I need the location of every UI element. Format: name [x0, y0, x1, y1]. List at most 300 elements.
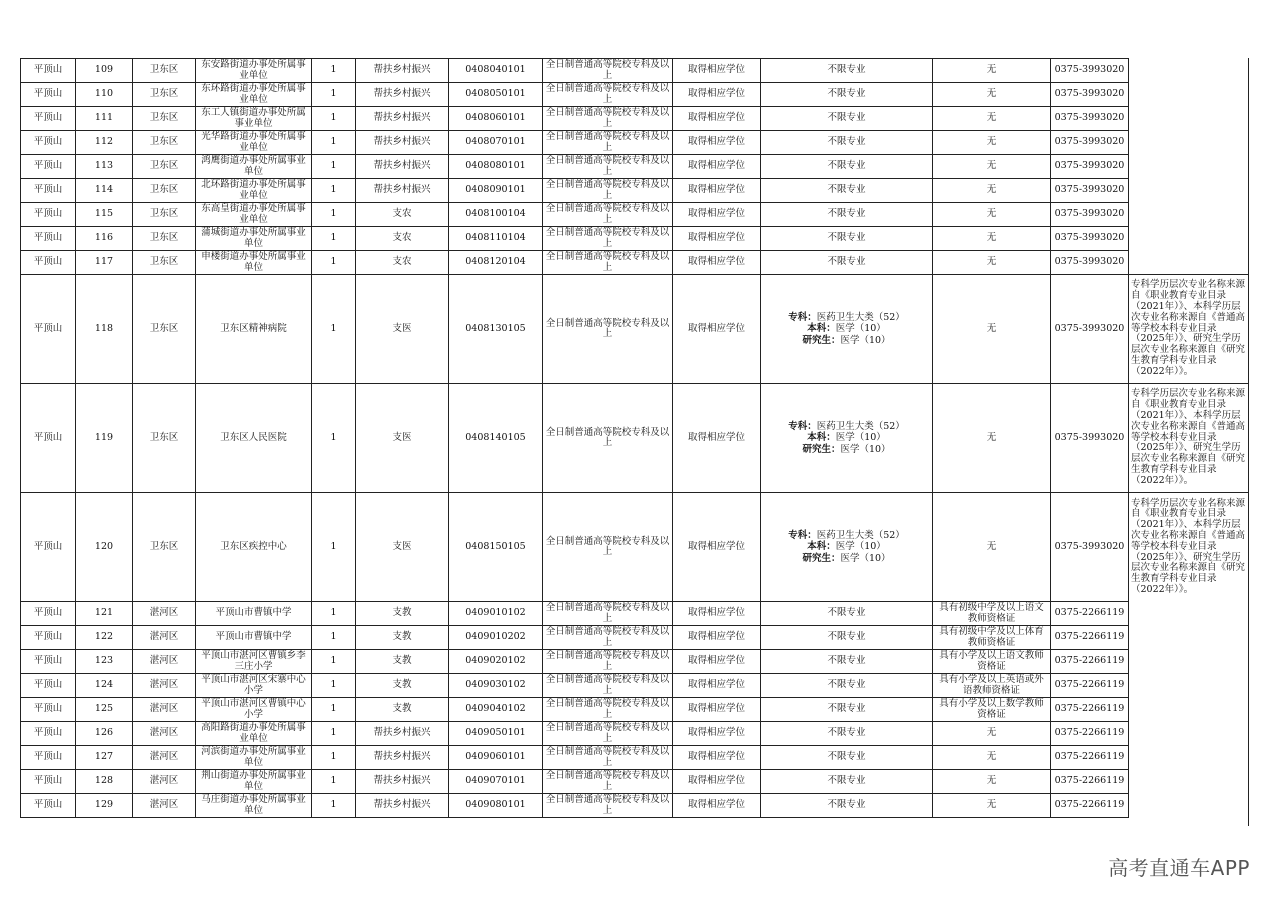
cell-edu: 全日制普通高等院校专科及以上 [543, 674, 673, 698]
cell-no: 119 [76, 384, 133, 493]
table-row [21, 722, 1248, 746]
cell-edu: 全日制普通高等院校专科及以上 [543, 83, 673, 107]
cell-edu: 全日制普通高等院校专科及以上 [543, 698, 673, 722]
cell-note [1129, 746, 1248, 770]
cell-other: 无 [933, 384, 1051, 493]
cell-count: 1 [312, 746, 356, 770]
cell-phone: 0375-3993020 [1051, 203, 1129, 227]
cell-phone: 0375-2266119 [1051, 650, 1129, 674]
cell-no: 114 [76, 179, 133, 203]
cell-count: 1 [312, 107, 356, 131]
cell-phone: 0375-3993020 [1051, 107, 1129, 131]
major-level-label: 本科： [807, 432, 836, 444]
cell-code: 0409050101 [449, 722, 543, 746]
cell-other: 无 [933, 770, 1051, 794]
cell-code: 0408090101 [449, 179, 543, 203]
major-level-label: 专科： [788, 529, 817, 541]
cell-city: 平顶山 [21, 746, 76, 770]
cell-other: 具有初级中学及以上语文教师资格证 [933, 602, 1051, 626]
cell-major: 不限专业 [761, 770, 933, 794]
cell-no: 120 [76, 493, 133, 602]
cell-district: 湛河区 [133, 650, 196, 674]
cell-type: 帮扶乡村振兴 [356, 746, 449, 770]
cell-unit: 鸿鹰街道办事处所属事业单位 [196, 155, 312, 179]
cell-edu: 全日制普通高等院校专科及以上 [543, 794, 673, 818]
cell-no: 126 [76, 722, 133, 746]
cell-count: 1 [312, 155, 356, 179]
cell-no: 111 [76, 107, 133, 131]
cell-unit: 光华路街道办事处所属事业单位 [196, 131, 312, 155]
positions-table [20, 58, 1248, 818]
cell-note [1129, 602, 1248, 626]
cell-degree: 取得相应学位 [673, 251, 761, 275]
cell-type: 帮扶乡村振兴 [356, 107, 449, 131]
cell-note [1129, 107, 1248, 131]
cell-degree: 取得相应学位 [673, 203, 761, 227]
cell-unit: 平顶山市湛河区曹镇中心小学 [196, 698, 312, 722]
cell-code: 0408110104 [449, 227, 543, 251]
major-level-label: 研究生： [802, 443, 841, 455]
cell-no: 118 [76, 275, 133, 384]
cell-edu: 全日制普通高等院校专科及以上 [543, 384, 673, 493]
cell-phone: 0375-3993020 [1051, 251, 1129, 275]
cell-district: 卫东区 [133, 251, 196, 275]
cell-note [1129, 770, 1248, 794]
cell-unit: 平顶山市湛河区曹镇乡李三庄小学 [196, 650, 312, 674]
cell-count: 1 [312, 227, 356, 251]
major-level-label: 专科： [788, 311, 817, 323]
cell-degree: 取得相应学位 [673, 384, 761, 493]
cell-city: 平顶山 [21, 698, 76, 722]
cell-major: 不限专业 [761, 794, 933, 818]
cell-count: 1 [312, 203, 356, 227]
watermark-text: 高考直通车APP [1108, 856, 1250, 880]
cell-major: 不限专业 [761, 722, 933, 746]
major-level-value: 医学（10） [840, 443, 891, 455]
cell-edu: 全日制普通高等院校专科及以上 [543, 179, 673, 203]
cell-degree: 取得相应学位 [673, 626, 761, 650]
cell-code: 0409040102 [449, 698, 543, 722]
cell-unit: 东工人镇街道办事处所属事业单位 [196, 107, 312, 131]
major-level-value: 医学（10） [835, 323, 886, 335]
cell-unit: 北环路街道办事处所属事业单位 [196, 179, 312, 203]
cell-no: 125 [76, 698, 133, 722]
cell-no: 129 [76, 794, 133, 818]
cell-district: 卫东区 [133, 131, 196, 155]
cell-other: 无 [933, 107, 1051, 131]
cell-phone: 0375-2266119 [1051, 602, 1129, 626]
cell-type: 帮扶乡村振兴 [356, 131, 449, 155]
cell-count: 1 [312, 251, 356, 275]
cell-phone: 0375-3993020 [1051, 227, 1129, 251]
cell-major: 不限专业 [761, 179, 933, 203]
cell-degree: 取得相应学位 [673, 602, 761, 626]
cell-note [1129, 83, 1248, 107]
cell-code: 0408050101 [449, 83, 543, 107]
cell-city: 平顶山 [21, 674, 76, 698]
cell-other: 无 [933, 746, 1051, 770]
cell-major: 不限专业 [761, 626, 933, 650]
cell-district: 湛河区 [133, 698, 196, 722]
cell-code: 0408130105 [449, 275, 543, 384]
major-level-label: 研究生： [802, 552, 841, 564]
major-line [763, 541, 930, 553]
cell-code: 0408060101 [449, 107, 543, 131]
cell-other: 无 [933, 179, 1051, 203]
cell-no: 122 [76, 626, 133, 650]
table-row [21, 650, 1248, 674]
cell-edu: 全日制普通高等院校专科及以上 [543, 602, 673, 626]
table-row [21, 794, 1248, 818]
table-row [21, 384, 1248, 493]
cell-type: 帮扶乡村振兴 [356, 722, 449, 746]
cell-edu: 全日制普通高等院校专科及以上 [543, 251, 673, 275]
cell-unit: 河滨街道办事处所属事业单位 [196, 746, 312, 770]
cell-phone: 0375-3993020 [1051, 131, 1129, 155]
cell-degree: 取得相应学位 [673, 746, 761, 770]
cell-edu: 全日制普通高等院校专科及以上 [543, 131, 673, 155]
cell-type: 支医 [356, 384, 449, 493]
cell-other: 无 [933, 251, 1051, 275]
cell-degree: 取得相应学位 [673, 155, 761, 179]
cell-district: 湛河区 [133, 770, 196, 794]
cell-code: 0409080101 [449, 794, 543, 818]
cell-count: 1 [312, 384, 356, 493]
cell-type: 支农 [356, 251, 449, 275]
cell-city: 平顶山 [21, 83, 76, 107]
cell-major: 不限专业 [761, 227, 933, 251]
cell-edu: 全日制普通高等院校专科及以上 [543, 227, 673, 251]
cell-no: 124 [76, 674, 133, 698]
cell-code: 0409070101 [449, 770, 543, 794]
major-level-value: 医药卫生大类（52） [816, 311, 905, 323]
table-row [21, 131, 1248, 155]
cell-degree: 取得相应学位 [673, 698, 761, 722]
cell-type: 支农 [356, 203, 449, 227]
cell-phone: 0375-2266119 [1051, 722, 1129, 746]
table-body [21, 59, 1248, 818]
cell-code: 0408140105 [449, 384, 543, 493]
table-row [21, 275, 1248, 384]
cell-other: 无 [933, 227, 1051, 251]
cell-phone: 0375-3993020 [1051, 155, 1129, 179]
cell-district: 卫东区 [133, 155, 196, 179]
major-level-label: 本科： [807, 323, 836, 335]
cell-unit: 平顶山市湛河区宋寨中心小学 [196, 674, 312, 698]
cell-type: 帮扶乡村振兴 [356, 155, 449, 179]
cell-unit: 荆山街道办事处所属事业单位 [196, 770, 312, 794]
cell-note: 专科学历层次专业名称来源自《职业教育专业目录（2021年）》、本科学历层次专业名称来源自《普通高等学校本科专业目录（2025年）》、研究生学历层次专业名称来源自《研究生教育学科专业目录（2022年）》。 [1129, 384, 1248, 493]
major-level-label: 研究生： [802, 334, 841, 346]
cell-type: 帮扶乡村振兴 [356, 179, 449, 203]
cell-count: 1 [312, 794, 356, 818]
cell-note [1129, 794, 1248, 818]
cell-type: 支教 [356, 626, 449, 650]
cell-phone: 0375-2266119 [1051, 794, 1129, 818]
cell-district: 卫东区 [133, 107, 196, 131]
cell-type: 支医 [356, 275, 449, 384]
cell-code: 0409030102 [449, 674, 543, 698]
major-line [763, 530, 930, 542]
cell-type: 支教 [356, 650, 449, 674]
cell-count: 1 [312, 722, 356, 746]
cell-count: 1 [312, 626, 356, 650]
cell-type: 帮扶乡村振兴 [356, 794, 449, 818]
cell-code: 0409060101 [449, 746, 543, 770]
cell-other: 无 [933, 59, 1051, 83]
cell-degree: 取得相应学位 [673, 107, 761, 131]
cell-code: 0408070101 [449, 131, 543, 155]
cell-no: 128 [76, 770, 133, 794]
cell-no: 112 [76, 131, 133, 155]
cell-district: 卫东区 [133, 83, 196, 107]
cell-unit: 申楼街道办事处所属事业单位 [196, 251, 312, 275]
cell-note [1129, 203, 1248, 227]
table-row [21, 107, 1248, 131]
cell-phone: 0375-3993020 [1051, 59, 1129, 83]
cell-major: 不限专业 [761, 251, 933, 275]
cell-code: 0408080101 [449, 155, 543, 179]
table-row [21, 155, 1248, 179]
cell-count: 1 [312, 59, 356, 83]
cell-phone: 0375-2266119 [1051, 698, 1129, 722]
cell-code: 0408150105 [449, 493, 543, 602]
cell-unit: 东安路街道办事处所属事业单位 [196, 59, 312, 83]
cell-other: 具有小学及以上语文教师资格证 [933, 650, 1051, 674]
cell-other: 无 [933, 131, 1051, 155]
cell-note [1129, 698, 1248, 722]
cell-major: 不限专业 [761, 650, 933, 674]
cell-note [1129, 626, 1248, 650]
cell-code: 0409010102 [449, 602, 543, 626]
cell-unit: 卫东区人民医院 [196, 384, 312, 493]
cell-degree: 取得相应学位 [673, 674, 761, 698]
cell-note [1129, 227, 1248, 251]
cell-degree: 取得相应学位 [673, 275, 761, 384]
cell-major: 不限专业 [761, 602, 933, 626]
cell-city: 平顶山 [21, 107, 76, 131]
cell-edu: 全日制普通高等院校专科及以上 [543, 59, 673, 83]
cell-code: 0409020102 [449, 650, 543, 674]
cell-other: 具有小学及以上英语或外语教师资格证 [933, 674, 1051, 698]
cell-note: 专科学历层次专业名称来源自《职业教育专业目录（2021年）》、本科学历层次专业名称来源自《普通高等学校本科专业目录（2025年）》、研究生学历层次专业名称来源自《研究生教育学科专业目录（2022年）》。 [1129, 493, 1248, 602]
cell-note [1129, 650, 1248, 674]
cell-degree: 取得相应学位 [673, 493, 761, 602]
cell-city: 平顶山 [21, 626, 76, 650]
cell-degree: 取得相应学位 [673, 770, 761, 794]
table-row [21, 227, 1248, 251]
cell-type: 支教 [356, 602, 449, 626]
cell-city: 平顶山 [21, 179, 76, 203]
cell-count: 1 [312, 602, 356, 626]
cell-city: 平顶山 [21, 602, 76, 626]
cell-phone: 0375-3993020 [1051, 83, 1129, 107]
cell-other: 无 [933, 275, 1051, 384]
table-row [21, 770, 1248, 794]
cell-type: 帮扶乡村振兴 [356, 83, 449, 107]
cell-city: 平顶山 [21, 722, 76, 746]
cell-other: 无 [933, 83, 1051, 107]
major-level-value: 医学（10） [840, 552, 891, 564]
cell-note [1129, 155, 1248, 179]
cell-unit: 马庄街道办事处所属事业单位 [196, 794, 312, 818]
cell-degree: 取得相应学位 [673, 722, 761, 746]
cell-note [1129, 251, 1248, 275]
cell-degree: 取得相应学位 [673, 131, 761, 155]
cell-other: 无 [933, 493, 1051, 602]
table-row [21, 203, 1248, 227]
cell-other: 无 [933, 155, 1051, 179]
cell-major: 不限专业 [761, 131, 933, 155]
cell-note [1129, 722, 1248, 746]
cell-major: 不限专业 [761, 107, 933, 131]
cell-other: 无 [933, 794, 1051, 818]
cell-type: 帮扶乡村振兴 [356, 770, 449, 794]
major-line [763, 444, 930, 456]
major-level-value: 医学（10） [835, 432, 886, 444]
cell-degree: 取得相应学位 [673, 59, 761, 83]
major-level-value: 医药卫生大类（52） [816, 420, 905, 432]
cell-district: 卫东区 [133, 203, 196, 227]
cell-no: 123 [76, 650, 133, 674]
cell-degree: 取得相应学位 [673, 650, 761, 674]
cell-code: 0408040101 [449, 59, 543, 83]
cell-degree: 取得相应学位 [673, 83, 761, 107]
cell-unit: 东环路街道办事处所属事业单位 [196, 83, 312, 107]
cell-edu: 全日制普通高等院校专科及以上 [543, 203, 673, 227]
major-line [763, 553, 930, 565]
cell-city: 平顶山 [21, 275, 76, 384]
table-row [21, 674, 1248, 698]
cell-no: 121 [76, 602, 133, 626]
cell-other: 具有小学及以上数学教师资格证 [933, 698, 1051, 722]
cell-major: 不限专业 [761, 698, 933, 722]
cell-district: 湛河区 [133, 722, 196, 746]
cell-no: 127 [76, 746, 133, 770]
table-row [21, 746, 1248, 770]
cell-phone: 0375-2266119 [1051, 674, 1129, 698]
cell-code: 0408100104 [449, 203, 543, 227]
cell-degree: 取得相应学位 [673, 227, 761, 251]
table-row [21, 602, 1248, 626]
cell-phone: 0375-3993020 [1051, 275, 1129, 384]
cell-city: 平顶山 [21, 203, 76, 227]
cell-degree: 取得相应学位 [673, 794, 761, 818]
cell-major: 不限专业 [761, 203, 933, 227]
cell-district: 卫东区 [133, 227, 196, 251]
cell-district: 卫东区 [133, 493, 196, 602]
cell-edu: 全日制普通高等院校专科及以上 [543, 746, 673, 770]
cell-code: 0409010202 [449, 626, 543, 650]
cell-count: 1 [312, 674, 356, 698]
major-level-value: 医学（10） [835, 541, 886, 553]
cell-type: 支医 [356, 493, 449, 602]
cell-count: 1 [312, 770, 356, 794]
cell-major-detail [761, 275, 933, 384]
cell-no: 116 [76, 227, 133, 251]
cell-phone: 0375-3993020 [1051, 179, 1129, 203]
table-row [21, 179, 1248, 203]
table-row [21, 626, 1248, 650]
cell-unit: 蒲城街道办事处所属事业单位 [196, 227, 312, 251]
cell-city: 平顶山 [21, 794, 76, 818]
cell-major: 不限专业 [761, 674, 933, 698]
cell-no: 110 [76, 83, 133, 107]
cell-city: 平顶山 [21, 650, 76, 674]
cell-district: 湛河区 [133, 674, 196, 698]
major-level-value: 医学（10） [840, 334, 891, 346]
cell-major: 不限专业 [761, 59, 933, 83]
cell-type: 支农 [356, 227, 449, 251]
cell-district: 卫东区 [133, 59, 196, 83]
cell-unit: 平顶山市曹镇中学 [196, 602, 312, 626]
cell-city: 平顶山 [21, 155, 76, 179]
cell-note [1129, 179, 1248, 203]
cell-city: 平顶山 [21, 227, 76, 251]
cell-city: 平顶山 [21, 384, 76, 493]
cell-type: 支教 [356, 698, 449, 722]
cell-count: 1 [312, 650, 356, 674]
cell-unit: 卫东区疾控中心 [196, 493, 312, 602]
cell-count: 1 [312, 698, 356, 722]
cell-edu: 全日制普通高等院校专科及以上 [543, 493, 673, 602]
cell-edu: 全日制普通高等院校专科及以上 [543, 107, 673, 131]
cell-district: 湛河区 [133, 794, 196, 818]
cell-unit: 卫东区精神病院 [196, 275, 312, 384]
cell-district: 卫东区 [133, 275, 196, 384]
cell-district: 湛河区 [133, 626, 196, 650]
cell-no: 109 [76, 59, 133, 83]
cell-count: 1 [312, 83, 356, 107]
major-level-label: 专科： [788, 420, 817, 432]
cell-city: 平顶山 [21, 770, 76, 794]
cell-phone: 0375-2266119 [1051, 626, 1129, 650]
cell-type: 帮扶乡村振兴 [356, 59, 449, 83]
cell-district: 卫东区 [133, 384, 196, 493]
major-line [763, 432, 930, 444]
cell-phone: 0375-3993020 [1051, 384, 1129, 493]
cell-edu: 全日制普通高等院校专科及以上 [543, 626, 673, 650]
major-level-label: 本科： [807, 541, 836, 553]
major-line [763, 421, 930, 433]
cell-major: 不限专业 [761, 155, 933, 179]
cell-unit: 高阳路街道办事处所属事业单位 [196, 722, 312, 746]
cell-other: 具有初级中学及以上体育教师资格证 [933, 626, 1051, 650]
cell-city: 平顶山 [21, 59, 76, 83]
cell-note: 专科学历层次专业名称来源自《职业教育专业目录（2021年）》、本科学历层次专业名称来源自《普通高等学校本科专业目录（2025年）》、研究生学历层次专业名称来源自《研究生教育学科专业目录（2022年）》。 [1129, 275, 1248, 384]
major-level-value: 医药卫生大类（52） [816, 529, 905, 541]
major-line [763, 312, 930, 324]
major-line [763, 335, 930, 347]
cell-edu: 全日制普通高等院校专科及以上 [543, 650, 673, 674]
cell-count: 1 [312, 179, 356, 203]
table-row [21, 83, 1248, 107]
cell-city: 平顶山 [21, 131, 76, 155]
cell-district: 湛河区 [133, 602, 196, 626]
cell-count: 1 [312, 131, 356, 155]
cell-no: 115 [76, 203, 133, 227]
cell-edu: 全日制普通高等院校专科及以上 [543, 770, 673, 794]
cell-major-detail [761, 384, 933, 493]
cell-code: 0408120104 [449, 251, 543, 275]
cell-no: 117 [76, 251, 133, 275]
cell-degree: 取得相应学位 [673, 179, 761, 203]
cell-unit: 平顶山市曹镇中学 [196, 626, 312, 650]
cell-edu: 全日制普通高等院校专科及以上 [543, 722, 673, 746]
cell-phone: 0375-3993020 [1051, 493, 1129, 602]
cell-district: 湛河区 [133, 746, 196, 770]
page-border-line [1248, 58, 1249, 826]
